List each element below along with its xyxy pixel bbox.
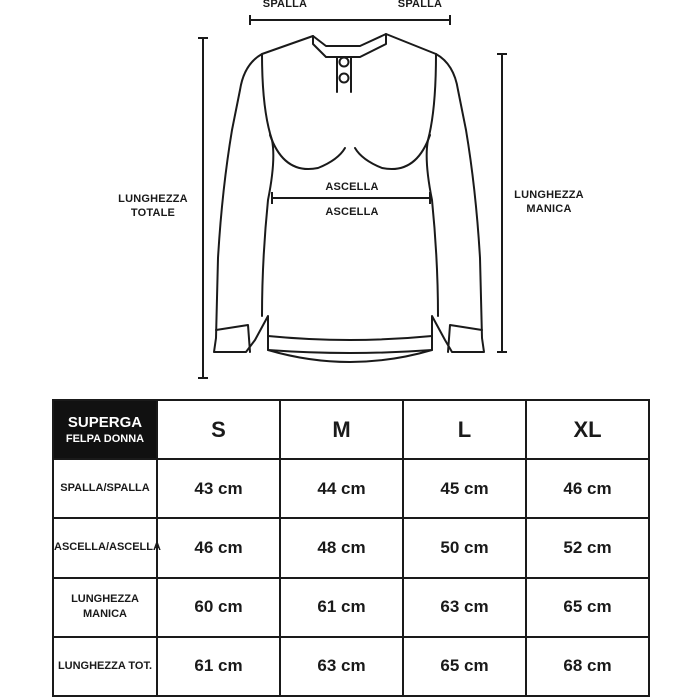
armpit-label-top: ASCELLA bbox=[325, 181, 379, 193]
row-label-sleeve-line2: MANICA bbox=[83, 608, 127, 621]
sleeve-length-label-line1: LUNGHEZZA bbox=[514, 189, 584, 201]
table-header-row bbox=[53, 400, 649, 459]
table-cell: 50 cm bbox=[403, 518, 526, 577]
right-cuff bbox=[448, 325, 482, 352]
table-cell: 65 cm bbox=[526, 578, 649, 637]
table-cell: 43 cm bbox=[157, 459, 280, 518]
sleeve-length-label bbox=[508, 188, 590, 216]
row-label-sleeve-length bbox=[53, 578, 157, 637]
left-sleeve-seam bbox=[262, 54, 273, 316]
table-row bbox=[53, 578, 649, 637]
product-name: FELPA DONNA bbox=[65, 432, 145, 445]
table-cell: 61 cm bbox=[280, 578, 403, 637]
brand-cell bbox=[53, 400, 157, 459]
table-cell: 45 cm bbox=[403, 459, 526, 518]
shoulder-label-right: SPALLA bbox=[397, 0, 443, 10]
row-label-armpit: ASCELLA/ASCELLA bbox=[53, 518, 157, 577]
size-header-l: L bbox=[403, 400, 526, 459]
row-label-total-length: LUNGHEZZA TOT. bbox=[53, 637, 157, 696]
table-row bbox=[53, 518, 649, 577]
left-cuff bbox=[216, 325, 250, 352]
total-length-label bbox=[112, 192, 194, 220]
hem-band bbox=[268, 336, 432, 340]
collar-outline bbox=[313, 34, 386, 57]
total-length-label-line2: TOTALE bbox=[130, 207, 176, 219]
table-cell: 63 cm bbox=[403, 578, 526, 637]
table-row bbox=[53, 637, 649, 696]
button-top bbox=[340, 58, 349, 67]
table-cell: 68 cm bbox=[526, 637, 649, 696]
sleeve-length-label-line2: MANICA bbox=[526, 203, 572, 215]
table-cell: 61 cm bbox=[157, 637, 280, 696]
right-sleeve-seam bbox=[427, 54, 438, 316]
button-bottom bbox=[340, 74, 349, 83]
table-cell: 44 cm bbox=[280, 459, 403, 518]
table-cell: 46 cm bbox=[526, 459, 649, 518]
size-header-m: M bbox=[280, 400, 403, 459]
table-cell: 48 cm bbox=[280, 518, 403, 577]
size-header-xl: XL bbox=[526, 400, 649, 459]
shoulder-label-left: SPALLA bbox=[262, 0, 308, 10]
table-cell: 46 cm bbox=[157, 518, 280, 577]
armpit-label-bottom: ASCELLA bbox=[325, 206, 379, 218]
table-cell: 63 cm bbox=[280, 637, 403, 696]
table-row bbox=[53, 459, 649, 518]
row-label-sleeve-line1: LUNGHEZZA bbox=[71, 593, 139, 606]
row-label-shoulder: SPALLA/SPALLA bbox=[53, 459, 157, 518]
bust-curve-left bbox=[270, 135, 345, 169]
size-header-s: S bbox=[157, 400, 280, 459]
bust-curve-right bbox=[355, 135, 430, 169]
size-chart-table bbox=[52, 399, 650, 697]
total-length-label-line1: LUNGHEZZA bbox=[118, 193, 188, 205]
table-cell: 52 cm bbox=[526, 518, 649, 577]
table-cell: 60 cm bbox=[157, 578, 280, 637]
brand-name: SUPERGA bbox=[67, 413, 143, 431]
table-cell: 65 cm bbox=[403, 637, 526, 696]
